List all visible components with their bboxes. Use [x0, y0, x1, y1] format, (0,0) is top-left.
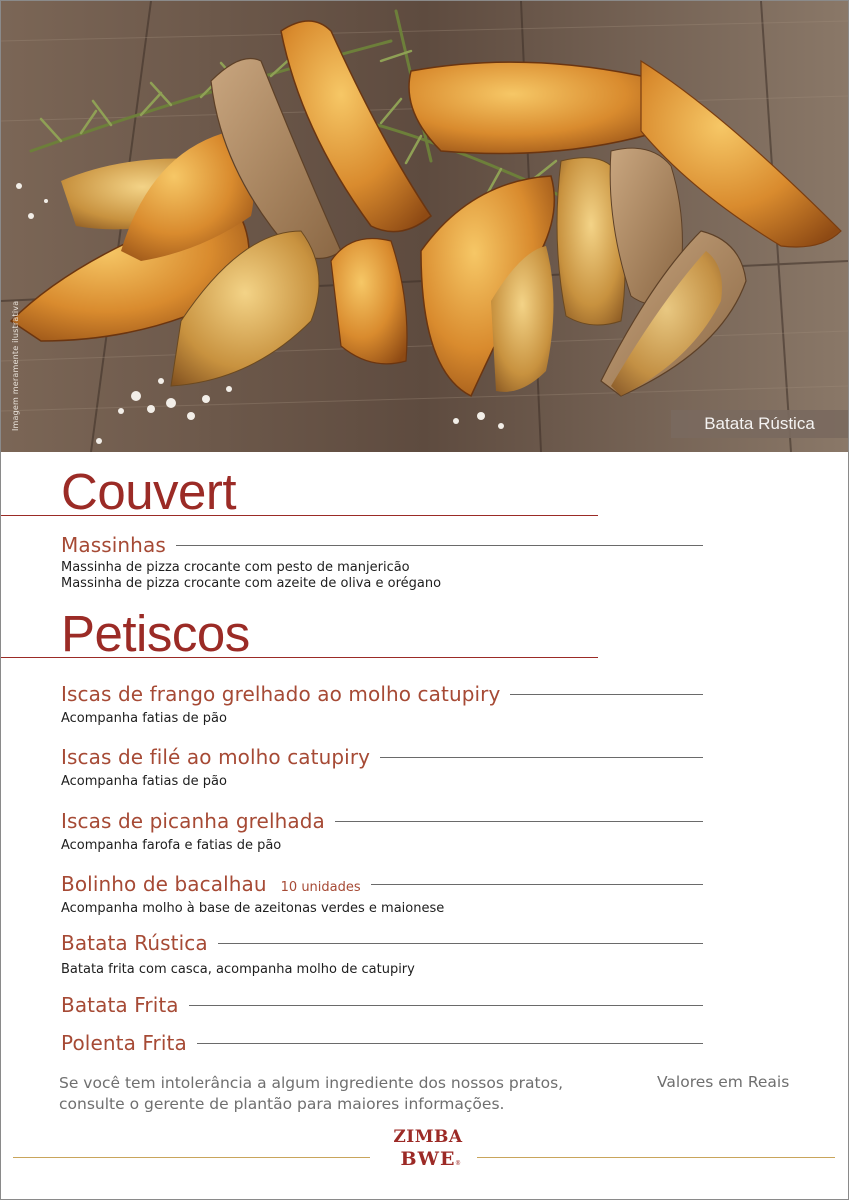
menu-item-batata-frita	[61, 993, 703, 1017]
menu-item-name: Bolinho de bacalhau	[61, 872, 267, 896]
menu-item-description: Massinha de pizza crocante com azeite de oliva e orégano	[61, 576, 442, 591]
menu-item-description: Massinha de pizza crocante com pesto de manjericão	[61, 560, 410, 575]
menu-item-iscas-picanha	[61, 809, 703, 854]
menu-item-massinhas	[61, 533, 703, 592]
price-leader-line	[197, 1043, 703, 1044]
hero-photo	[1, 1, 848, 452]
menu-item-batata-rustica	[61, 931, 703, 978]
menu-item-name: Iscas de frango grelhado ao molho catupiry	[61, 682, 501, 706]
price-leader-line	[189, 1005, 703, 1006]
menu-item-name: Massinhas	[61, 533, 166, 557]
zimba-bwe-logo	[393, 1129, 463, 1169]
price-leader-line	[371, 884, 703, 885]
footer-rule-left	[13, 1157, 370, 1158]
menu-item-iscas-file	[61, 745, 703, 790]
menu-item-polenta-frita	[61, 1031, 703, 1055]
price-leader-line	[218, 943, 703, 944]
menu-item-iscas-frango	[61, 682, 703, 727]
price-leader-line	[335, 821, 703, 822]
logo-text-line: BWE	[400, 1148, 456, 1170]
menu-item-quantity-note: 10 unidades	[280, 880, 361, 895]
menu-item-bolinho-bacalhau	[61, 872, 703, 917]
price-leader-line	[176, 545, 703, 546]
menu-item-name: Batata Rústica	[61, 931, 208, 955]
allergy-notice-line: consulte o gerente de plantão para maiores informações.	[59, 1095, 505, 1113]
footer-rule-right	[477, 1157, 835, 1158]
currency-note: Valores em Reais	[657, 1073, 790, 1091]
menu-item-name: Iscas de filé ao molho catupiry	[61, 745, 371, 769]
price-leader-line	[510, 694, 703, 695]
petiscos-title: Petiscos	[61, 605, 250, 662]
couvert-title: Couvert	[61, 463, 237, 520]
price-leader-line	[380, 757, 703, 758]
registered-mark: ®	[455, 1160, 461, 1167]
petiscos-divider	[1, 657, 598, 658]
hero-caption: Batata Rústica	[671, 410, 848, 438]
menu-item-name: Batata Frita	[61, 993, 179, 1017]
menu-item-name: Polenta Frita	[61, 1031, 187, 1055]
menu-item-description: Acompanha farofa e fatias de pão	[61, 838, 282, 853]
logo-text-line: ZIMBA	[393, 1127, 463, 1147]
menu-item-name: Iscas de picanha grelhada	[61, 809, 325, 833]
potato-wedges-illustration	[1, 1, 848, 452]
menu-item-description: Acompanha fatias de pão	[61, 774, 227, 789]
illustrative-image-disclaimer: Imagem meramente ilustrativa	[11, 300, 20, 431]
menu-item-description: Acompanha molho à base de azeitonas verdes e maionese	[61, 901, 445, 916]
menu-item-description: Batata frita com casca, acompanha molho de catupiry	[61, 962, 415, 977]
menu-item-description: Acompanha fatias de pão	[61, 711, 227, 726]
allergy-notice-line: Se você tem intolerância a algum ingrediente dos nossos pratos,	[59, 1074, 564, 1092]
couvert-divider	[1, 515, 598, 516]
allergy-notice	[59, 1073, 563, 1115]
